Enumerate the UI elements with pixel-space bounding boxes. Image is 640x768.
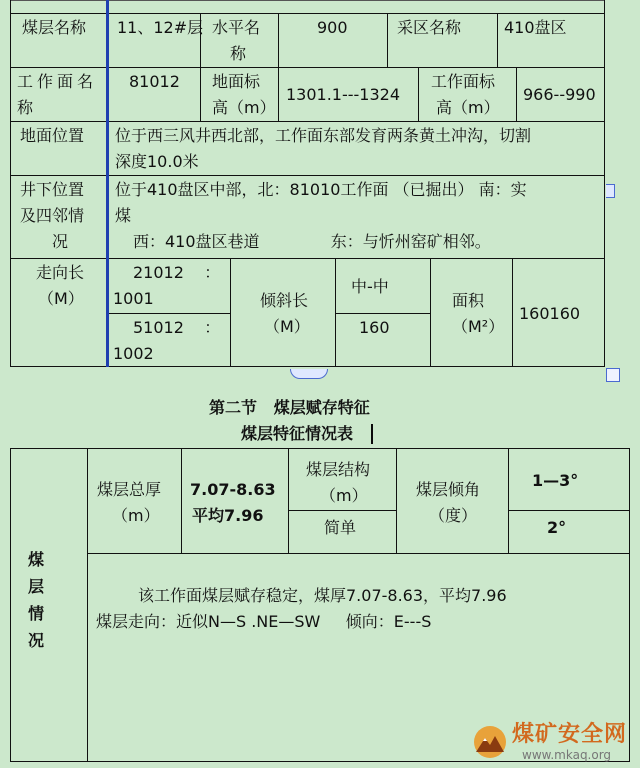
text-cursor bbox=[371, 424, 373, 444]
ground-position-label: 地面位置 bbox=[20, 126, 85, 145]
strike-value-1: 21012 ： bbox=[133, 263, 221, 282]
strike-length-label-2: （M） bbox=[38, 289, 84, 308]
level-name-label-2: 称 bbox=[230, 44, 247, 63]
ground-position-text-2: 深度10.0米 bbox=[115, 152, 199, 171]
side-char-1: 煤 bbox=[28, 550, 45, 569]
side-char-4: 况 bbox=[28, 631, 45, 650]
total-thickness-label: 煤层总厚 bbox=[97, 480, 162, 499]
coal-seam-situation-label bbox=[28, 548, 68, 653]
strike-length-label: 走向长 bbox=[36, 263, 85, 282]
table-resize-handle[interactable] bbox=[606, 368, 620, 382]
dip-angle-value: 2° bbox=[547, 518, 567, 537]
face-elevation-label-2: 高（m） bbox=[436, 98, 500, 117]
total-thickness-value: 7.07-8.63 bbox=[190, 480, 276, 499]
watermark-url: www.mkaq.org bbox=[522, 748, 612, 762]
dip-angle-label-2: （度） bbox=[429, 506, 478, 525]
seam-strike-dip: 煤层走向：近似N—S .NE—SW 倾向：E---S bbox=[96, 612, 432, 631]
underground-position-text: 位于410盘区中部，北：81010工作面 （已掘出） 南：实 bbox=[115, 180, 527, 199]
mining-area-name-label: 采区名称 bbox=[397, 18, 462, 37]
dip-angle-label: 煤层倾角 bbox=[416, 480, 481, 499]
site-watermark bbox=[470, 720, 636, 766]
center-to-center-value: 160 bbox=[359, 318, 390, 337]
area-label: 面积 bbox=[452, 291, 485, 310]
coal-seam-name-value: 11、12#层 bbox=[117, 18, 204, 37]
dip-length-label: 倾斜长 bbox=[260, 291, 309, 310]
underground-position-label-3: 况 bbox=[52, 232, 69, 251]
table-move-handle[interactable] bbox=[290, 369, 328, 379]
center-to-center-label: 中-中 bbox=[351, 277, 389, 296]
row-resize-marker[interactable] bbox=[606, 184, 615, 198]
side-char-3: 情 bbox=[28, 604, 45, 623]
ground-elevation-label: 地面标 bbox=[212, 72, 261, 91]
underground-position-text-3: 西：410盘区巷道 东：与忻州窑矿相邻。 bbox=[133, 232, 491, 251]
structure-value: 简单 bbox=[324, 518, 357, 537]
area-value: 160160 bbox=[519, 304, 581, 323]
watermark-title: 煤矿安全网 bbox=[512, 721, 628, 747]
seam-description: 该工作面煤层赋存稳定，煤厚7.07-8.63，平均7.96 bbox=[138, 586, 507, 605]
face-name-label: 工作面名 bbox=[17, 72, 98, 91]
face-name-label-2: 称 bbox=[17, 98, 34, 117]
dip-length-label-2: （M） bbox=[264, 317, 310, 336]
section-title: 第二节 煤层赋存特征 bbox=[209, 398, 370, 417]
area-label-2: （M²） bbox=[452, 317, 505, 336]
structure-label: 煤层结构 bbox=[306, 460, 371, 479]
side-char-2: 层 bbox=[28, 577, 45, 596]
strike-value-2: 51012 ： bbox=[133, 318, 221, 337]
face-name-value: 81012 bbox=[129, 72, 180, 91]
table2-title: 煤层特征情况表 bbox=[241, 424, 354, 443]
level-name-label: 水平名 bbox=[212, 18, 261, 37]
dip-angle-range: 1—3° bbox=[532, 471, 579, 490]
ground-elevation-value: 1301.1---1324 bbox=[286, 85, 401, 104]
coal-seam-name-label: 煤层名称 bbox=[22, 18, 87, 37]
total-thickness-label-2: （m） bbox=[112, 506, 160, 525]
strike-value-1b: 1001 bbox=[113, 289, 154, 308]
structure-label-2: （m） bbox=[320, 486, 368, 505]
ground-position-text: 位于西三风井西北部，工作面东部发育两条黄土冲沟，切割 bbox=[115, 126, 532, 145]
underground-position-text-2: 煤 bbox=[115, 206, 132, 225]
mountain-logo-icon bbox=[472, 724, 508, 760]
face-elevation-value: 966--990 bbox=[523, 85, 596, 104]
strike-value-2b: 1002 bbox=[113, 344, 154, 363]
level-name-value: 900 bbox=[317, 18, 348, 37]
underground-position-label: 井下位置 bbox=[20, 180, 85, 199]
average-thickness-value: 平均7.96 bbox=[192, 506, 264, 525]
ground-elevation-label-2: 高（m） bbox=[212, 98, 276, 117]
mining-area-name-value: 410盘区 bbox=[504, 18, 567, 37]
underground-position-label-2: 及四邻情 bbox=[20, 206, 85, 225]
face-elevation-label: 工作面标 bbox=[431, 72, 496, 91]
